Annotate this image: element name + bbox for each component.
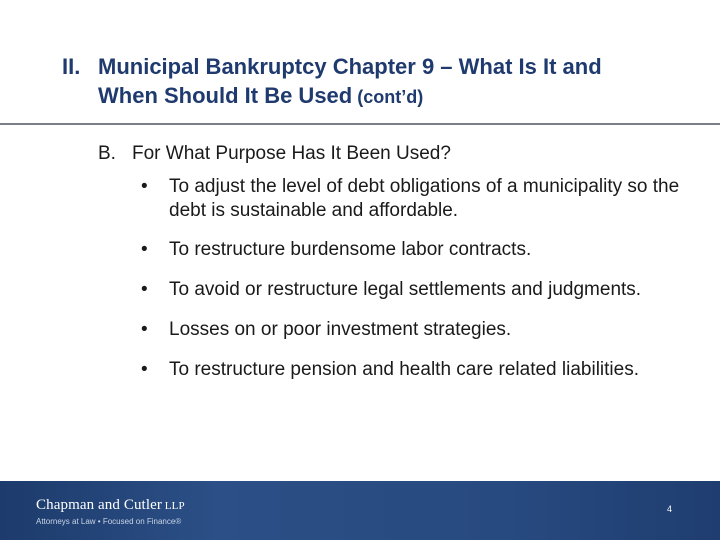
bullet-item bbox=[141, 175, 701, 223]
section-letter: B. bbox=[98, 143, 116, 164]
bullet-text: Losses on or poor investment strategies. bbox=[169, 319, 512, 340]
title-suffix: (cont’d) bbox=[352, 87, 424, 107]
title-text-2: When Should It Be Used bbox=[98, 83, 353, 108]
title-divider bbox=[0, 123, 720, 125]
bullet-text: To restructure burdensome labor contracts. bbox=[169, 239, 532, 260]
bullet-text: To adjust the level of debt obligations of a municipality so the debt is sustainable and affordable. bbox=[169, 176, 680, 221]
bullet-icon: • bbox=[141, 239, 148, 260]
firm-suffix: LLP bbox=[161, 500, 185, 512]
bullet-text: To avoid or restructure legal settlements and judgments. bbox=[169, 279, 642, 300]
bullet-item bbox=[141, 358, 701, 382]
section-heading bbox=[98, 142, 451, 166]
firm-name: Chapman and Cutler bbox=[36, 497, 162, 513]
bullet-list bbox=[141, 175, 701, 382]
bullet-icon: • bbox=[141, 359, 148, 380]
bullet-icon: • bbox=[141, 279, 148, 300]
title-text-1: Municipal Bankruptcy Chapter 9 – What Is It and bbox=[98, 54, 602, 79]
bullet-item bbox=[141, 318, 701, 342]
title-number: II. bbox=[62, 54, 81, 79]
bullet-item bbox=[141, 238, 701, 262]
section-heading-text: For What Purpose Has It Been Used? bbox=[132, 143, 451, 164]
firm-tagline: Attorneys at Law • Focused on Finance® bbox=[36, 517, 182, 526]
footer-bar bbox=[0, 481, 720, 540]
bullet-text: To restructure pension and health care related liabilities. bbox=[169, 359, 639, 380]
bullet-item bbox=[141, 278, 701, 302]
bullet-icon: • bbox=[141, 319, 148, 340]
bullet-icon: • bbox=[141, 176, 148, 197]
title-line-2 bbox=[62, 81, 702, 112]
slide-title bbox=[62, 52, 702, 112]
page-number: 4 bbox=[666, 504, 672, 514]
title-line-1 bbox=[62, 52, 702, 81]
firm-logo bbox=[36, 497, 185, 514]
